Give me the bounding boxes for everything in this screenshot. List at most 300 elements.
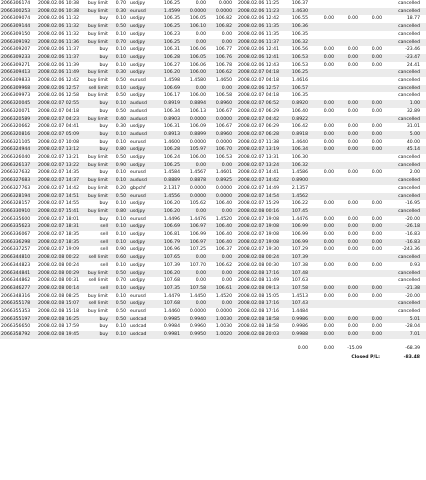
cell-stop-loss: 0.0000: [189, 193, 206, 199]
cell-open-time: 2008.02.07 14:37: [38, 178, 80, 184]
cell-take-profit: 0.00: [221, 208, 232, 214]
cell-open-price: 106.34: [163, 108, 180, 114]
cell-open-time: 2008.02.06 11:39: [38, 62, 80, 68]
cell-open-price: 1.4600: [163, 139, 180, 145]
cell-close-time: 2008.02.07 06:29: [238, 124, 280, 130]
cell-close-price: 1.4484: [291, 309, 308, 314]
cell-size: 0.70: [115, 278, 126, 284]
cell-ticket: 2066309150: [1, 31, 31, 37]
cell-size: 0.10: [115, 224, 126, 230]
trade-row: [0, 293, 426, 301]
cell-close-time: 2008.02.08 15:05: [238, 293, 280, 299]
cell-taxes: 0.00: [347, 324, 358, 330]
trade-row: [0, 54, 426, 62]
cell-open-price: 106.35: [163, 16, 180, 22]
cell-commission: 0.00: [323, 139, 334, 145]
cell-open-time: 2008.02.07 15:41: [38, 208, 80, 214]
trade-row: [0, 323, 426, 331]
cell-take-profit: 0.00: [221, 162, 232, 168]
cell-open-time: 2008.02.08 00:29: [38, 270, 80, 276]
cell-close-time: 2008.02.07 19:08: [238, 232, 280, 237]
trade-row: [0, 46, 426, 54]
trade-row: [0, 223, 426, 231]
cell-open-price: 106.20: [163, 70, 180, 76]
cell-close-time: 2008.02.07 13:19: [238, 147, 280, 153]
cell-size: 0.10: [115, 47, 126, 53]
cell-swap: 0.00: [371, 239, 382, 245]
cell-open-time: 2008.02.07 13:21: [38, 155, 80, 160]
cell-take-profit: 0.00: [221, 31, 232, 37]
cell-close-price: 106.40: [291, 108, 308, 114]
cell-take-profit: 106.77: [215, 47, 232, 53]
trade-row: [0, 154, 426, 162]
cell-item: usdjpy: [130, 24, 146, 30]
cell-item: audusd: [130, 108, 147, 114]
trade-row: [0, 108, 426, 116]
cell-profit: cancelled: [398, 78, 420, 83]
cell-size: 0.10: [115, 293, 126, 299]
cell-commission: 0.00: [323, 124, 334, 130]
cell-profit: cancelled: [398, 39, 420, 45]
cell-profit: 32.89: [406, 108, 420, 114]
cell-swap: 0.00: [371, 285, 382, 291]
cell-item: audusd: [130, 131, 147, 137]
trade-row: [0, 15, 426, 23]
cell-close-price: 106.22: [291, 201, 308, 207]
cell-stop-loss: 0.9950: [189, 332, 206, 338]
trade-row: [0, 146, 426, 154]
cell-swap: 0.00: [371, 124, 382, 130]
cell-item: usdjpy: [130, 232, 146, 237]
cell-ticket: 2066300253: [1, 8, 31, 14]
cell-open-price: 0.9985: [163, 316, 180, 322]
cell-item: usdjpy: [130, 54, 146, 60]
cell-commission: 0.00: [323, 232, 334, 237]
cell-stop-loss: 107.25: [189, 247, 206, 253]
cell-open-time: 2008.02.07 18:31: [38, 224, 80, 230]
cell-item: usdjpy: [130, 85, 146, 91]
cell-close-time: 2008.02.07 04:42: [238, 116, 280, 122]
cell-ticket: 2066320662: [1, 124, 31, 130]
cell-ticket: 2066309192: [1, 39, 31, 45]
cell-swap: 0.00: [371, 293, 382, 299]
cell-stop-loss: 106.00: [189, 93, 206, 99]
cell-size: 0.10: [115, 285, 126, 291]
closed-pl-value: -83.48: [403, 355, 420, 360]
cell-close-time: 2008.02.08 09:13: [238, 285, 280, 291]
cell-stop-loss: 106.06: [189, 47, 206, 53]
cell-type: sell: [100, 247, 108, 253]
trade-row: [0, 31, 426, 39]
cell-ticket: 2066327763: [1, 185, 31, 191]
cell-stop-loss: 0.9940: [189, 316, 206, 322]
cell-close-price: 106.35: [291, 31, 308, 37]
cell-open-price: 1.4598: [163, 78, 180, 83]
cell-take-profit: 106.70: [215, 147, 232, 153]
cell-open-time: 2008.02.06 11:36: [38, 39, 80, 45]
cell-close-price: 1.4476: [291, 216, 308, 222]
cell-taxes: 0.00: [347, 108, 358, 114]
cell-profit: cancelled: [398, 193, 420, 199]
trade-row: [0, 100, 426, 108]
cell-ticket: 2066309413: [1, 70, 31, 76]
cell-open-time: 2008.02.06 12:42: [38, 78, 80, 83]
cell-stop-loss: 0.00: [195, 208, 206, 214]
trade-row: [0, 169, 426, 177]
cell-size: 0.50: [115, 78, 126, 83]
cell-close-price: 106.99: [291, 239, 308, 245]
trade-row: [0, 77, 426, 85]
cell-stop-loss: 106.06: [189, 62, 206, 68]
cell-taxes: 0.00: [347, 285, 358, 291]
cell-size: 0.40: [115, 116, 126, 122]
cell-take-profit: 0.8960: [215, 101, 232, 107]
cell-open-price: 106.79: [163, 239, 180, 245]
cell-ticket: 2066355178: [1, 301, 31, 307]
cell-take-profit: 106.67: [215, 124, 232, 130]
cell-close-time: 2008.02.08 18:58: [238, 316, 280, 322]
cell-ticket: 2066348316: [1, 293, 31, 299]
cell-commission: 0.00: [323, 16, 334, 22]
cell-size: 0.30: [115, 124, 126, 130]
cell-item: usdjpy: [130, 124, 146, 130]
cell-close-time: 2008.02.06 12:57: [238, 85, 280, 91]
cell-profit: 0.93: [409, 262, 420, 268]
cell-stop-loss: 0.0000: [189, 185, 206, 191]
cell-profit: -16.95: [405, 201, 420, 207]
cell-stop-loss: 0.0000: [189, 309, 206, 314]
cell-size: 0.70: [115, 1, 126, 6]
cell-take-profit: 106.82: [215, 16, 232, 22]
cell-ticket: 2066344823: [1, 262, 31, 268]
cell-stop-loss: 107.58: [189, 285, 206, 291]
cell-commission: 0.00: [323, 147, 334, 153]
cell-open-price: 106.28: [163, 147, 180, 153]
cell-close-price: 106.56: [291, 47, 308, 53]
cell-take-profit: 0.0000: [215, 8, 232, 14]
cell-profit: -28.04: [405, 324, 420, 330]
cell-open-time: 2008.02.07 04:23: [38, 116, 80, 122]
cell-stop-loss: 106.00: [189, 155, 206, 160]
cell-open-price: 0.9984: [163, 324, 180, 330]
cell-taxes: 0.00: [347, 247, 358, 253]
cell-size: 0.10: [115, 332, 126, 338]
cell-stop-loss: 106.05: [189, 54, 206, 60]
cell-taxes: 0.00: [347, 232, 358, 237]
cell-size: 0.90: [115, 247, 126, 253]
cell-close-price: 106.36: [291, 24, 308, 30]
cell-open-time: 2008.02.07 04:41: [38, 124, 80, 130]
cell-stop-loss: 105.97: [189, 147, 206, 153]
cell-type: buy limit: [87, 70, 108, 76]
cell-take-profit: 1.0030: [215, 316, 232, 322]
cell-ticket: 2066326040: [1, 155, 31, 160]
cell-close-time: 2008.02.07 19:30: [238, 247, 280, 253]
cell-close-price: 107.48: [291, 270, 308, 276]
cell-close-time: 2008.02.06 12:41: [238, 54, 280, 60]
cell-take-profit: 106.61: [215, 285, 232, 291]
cell-close-time: 2008.02.07 04:18: [238, 93, 280, 99]
cell-size: 0.10: [115, 62, 126, 68]
cell-size: 0.10: [115, 139, 126, 145]
cell-take-profit: 1.4650: [215, 78, 232, 83]
cell-open-time: 2008.02.07 18:35: [38, 232, 80, 237]
cell-taxes: 0.00: [347, 216, 358, 222]
trade-row: [0, 216, 426, 224]
cell-item: usdcad: [130, 324, 147, 330]
cell-open-price: 0.8889: [163, 178, 180, 184]
trade-row: [0, 316, 426, 324]
cell-commission: 0.00: [323, 62, 334, 68]
cell-item: usdjpy: [130, 208, 146, 214]
cell-ticket: 2066326137: [1, 162, 31, 168]
cell-close-price: 0.9986: [291, 324, 308, 330]
cell-open-time: 2008.02.08 00:14: [38, 285, 80, 291]
cell-commission: 0.00: [323, 108, 334, 114]
cell-open-time: 2008.02.07 19:09: [38, 247, 80, 253]
cell-close-price: 106.53: [291, 54, 308, 60]
cell-open-price: 0.9981: [163, 332, 180, 338]
cell-item: usdjpy: [130, 147, 146, 153]
cell-profit: cancelled: [398, 8, 420, 14]
cell-taxes: 0.00: [347, 47, 358, 53]
cell-item: audusd: [130, 116, 147, 122]
cell-take-profit: 106.76: [215, 54, 232, 60]
cell-stop-loss: 107.70: [189, 262, 206, 268]
cell-close-time: 2008.02.08 00:30: [238, 262, 280, 268]
cell-close-price: 106.53: [291, 62, 308, 68]
cell-open-time: 2008.02.08 15:18: [38, 309, 80, 314]
cell-ticket: 2066355197: [1, 316, 31, 322]
cell-size: 0.80: [115, 147, 126, 153]
cell-open-time: 2008.02.07 14:55: [38, 201, 80, 207]
cell-close-time: 2008.02.06 11:37: [238, 39, 280, 45]
cell-open-price: 106.20: [163, 208, 180, 214]
cell-size: 0.10: [115, 324, 126, 330]
cell-item: usdcad: [130, 316, 147, 322]
cell-close-price: 1.4513: [291, 293, 308, 299]
cell-type: buy limit: [87, 78, 108, 83]
trade-row: [0, 123, 426, 131]
cell-close-time: 2008.02.06 11:23: [238, 8, 280, 14]
cell-type: buy limit: [87, 8, 108, 14]
cell-size: 0.50: [115, 316, 126, 322]
cell-item: usdjpy: [130, 239, 146, 245]
cell-profit: cancelled: [398, 309, 420, 314]
cell-ticket: 2066337257: [1, 247, 31, 253]
cell-ticket: 2066358792: [1, 332, 31, 338]
cell-open-time: 2008.02.07 18:01: [38, 216, 80, 222]
cell-open-time: 2008.02.08 00:31: [38, 278, 80, 284]
cell-close-price: 0.9986: [291, 316, 308, 322]
cell-close-price: 2.1357: [291, 185, 308, 191]
cell-size: 0.10: [115, 131, 126, 137]
cell-take-profit: 0.00: [221, 39, 232, 45]
cell-ticket: 2066309233: [1, 54, 31, 60]
cell-type: buy: [99, 324, 108, 330]
cell-profit: -26.18: [405, 224, 420, 230]
cell-open-time: 2008.02.07 04:18: [38, 108, 80, 114]
cell-stop-loss: 1.4580: [189, 78, 206, 83]
cell-size: 0.70: [115, 39, 126, 45]
trade-row: [0, 69, 426, 77]
cell-ticket: 2066335600: [1, 216, 31, 222]
cell-swap: 0.00: [371, 247, 382, 253]
cell-close-price: 0.8918: [291, 131, 308, 137]
trade-row: [0, 8, 426, 16]
cell-swap: 0.00: [371, 324, 382, 330]
cell-swap: 0.00: [371, 101, 382, 107]
cell-item: usdjpy: [130, 201, 146, 207]
cell-type: buy: [99, 101, 108, 107]
cell-type: buy: [99, 170, 108, 176]
cell-size: 0.60: [115, 255, 126, 261]
cell-ticket: 2066309968: [1, 85, 31, 91]
cell-swap: 0.00: [371, 62, 382, 68]
cell-close-price: 0.8900: [291, 178, 308, 184]
cell-type: buy limit: [87, 162, 108, 168]
cell-taxes: 0.00: [347, 62, 358, 68]
trade-row: [0, 254, 426, 262]
cell-open-time: 2008.02.08 19:45: [38, 332, 80, 338]
cell-type: buy limit: [87, 270, 108, 276]
cell-take-profit: 106.82: [215, 24, 232, 30]
cell-close-price: 106.30: [291, 155, 308, 160]
cell-type: buy limit: [87, 293, 108, 299]
cell-size: 0.50: [115, 270, 126, 276]
cell-taxes: 0.00: [347, 316, 358, 322]
cell-close-time: 2008.02.06 12:41: [238, 47, 280, 53]
cell-close-price: 106.37: [291, 1, 308, 6]
cell-item: usdjpy: [130, 62, 146, 68]
closed-pl-row: [0, 354, 426, 362]
cell-type: buy: [99, 54, 108, 60]
cell-stop-loss: 1.4476: [189, 216, 206, 222]
cell-close-price: 1.4630: [291, 8, 308, 14]
cell-item: usdjpy: [130, 1, 146, 6]
cell-size: 0.50: [115, 309, 126, 314]
cell-size: 0.80: [115, 208, 126, 214]
cell-profit: cancelled: [398, 155, 420, 160]
cell-stop-loss: 0.00: [195, 39, 206, 45]
cell-take-profit: 106.40: [215, 239, 232, 245]
cell-profit: 24.41: [406, 62, 420, 68]
cell-profit: -243.36: [402, 247, 420, 253]
cell-swap: 0.00: [371, 170, 382, 176]
cell-open-price: 1.4479: [163, 293, 180, 299]
cell-ticket: 2066309144: [1, 24, 31, 30]
cell-profit: -23.47: [405, 54, 420, 60]
cell-type: buy limit: [87, 208, 108, 214]
cell-swap: 0.00: [371, 16, 382, 22]
cell-type: buy: [99, 124, 108, 130]
cell-profit: 5.00: [409, 131, 420, 137]
cell-profit: cancelled: [398, 208, 420, 214]
cell-open-time: 2008.02.06 11:32: [38, 24, 80, 30]
trade-row: [0, 300, 426, 308]
cell-swap: 0.00: [371, 54, 382, 60]
cell-stop-loss: 0.00: [195, 85, 206, 91]
cell-size: 0.20: [115, 185, 126, 191]
cell-open-time: 2008.02.07 13:12: [38, 147, 80, 153]
cell-stop-loss: 1.4567: [189, 170, 206, 176]
cell-profit: cancelled: [398, 270, 420, 276]
cell-stop-loss: 0.00: [195, 31, 206, 37]
cell-close-time: 2008.02.07 15:29: [238, 201, 280, 207]
cell-type: buy limit: [87, 193, 108, 199]
cell-profit: -20.00: [405, 293, 420, 299]
cell-type: buy limit: [87, 185, 108, 191]
cell-open-time: 2008.02.07 02:55: [38, 101, 80, 107]
cell-open-price: 0.8919: [163, 101, 180, 107]
cell-stop-loss: 106.97: [189, 239, 206, 245]
cell-close-time: 2008.02.07 14:42: [238, 178, 280, 184]
cell-ticket: 2066306174: [1, 1, 31, 6]
cell-taxes: 0.00: [347, 16, 358, 22]
cell-close-price: 107.45: [291, 208, 308, 214]
trade-row: [0, 62, 426, 70]
cell-open-time: 2008.02.07 18:35: [38, 239, 80, 245]
cell-item: usdjpy: [130, 278, 146, 284]
cell-open-price: 1.4460: [163, 309, 180, 314]
cell-size: 0.10: [115, 201, 126, 207]
cell-commission: 0.00: [323, 247, 334, 253]
cell-take-profit: 106.40: [215, 232, 232, 237]
cell-open-price: 107.35: [163, 285, 180, 291]
cell-swap: 0.00: [371, 332, 382, 338]
cell-size: 0.10: [115, 232, 126, 237]
cell-open-time: 2008.02.07 05:09: [38, 131, 80, 137]
cell-profit: cancelled: [398, 24, 420, 30]
cell-open-price: 107.68: [163, 278, 180, 284]
trade-row: [0, 270, 426, 278]
cell-size: 0.50: [115, 301, 126, 307]
trade-row: [0, 39, 426, 47]
cell-open-time: 2008.02.06 11:37: [38, 47, 80, 53]
cell-type: buy: [99, 216, 108, 222]
cell-take-profit: 106.62: [215, 70, 232, 76]
cell-item: usdjpy: [130, 31, 146, 37]
cell-ticket: 2066330910: [1, 208, 31, 214]
cell-item: gbpchf: [130, 185, 146, 191]
cell-item: usdjpy: [130, 155, 146, 160]
cell-close-time: 2008.02.07 04:18: [238, 78, 280, 83]
cell-ticket: 2066344841: [1, 270, 31, 276]
cell-open-time: 2008.02.07 14:35: [38, 170, 80, 176]
cell-item: usdjpy: [130, 224, 146, 230]
cell-type: sell limit: [88, 85, 108, 91]
cell-type: sell limit: [88, 255, 108, 261]
trade-row: [0, 308, 426, 316]
cell-item: usdjpy: [130, 162, 146, 168]
cell-profit: cancelled: [398, 255, 420, 261]
cell-stop-loss: 0.00: [195, 162, 206, 168]
cell-type: buy: [99, 16, 108, 22]
trade-row: [0, 200, 426, 208]
cell-close-price: 106.99: [291, 224, 308, 230]
cell-profit: cancelled: [398, 1, 420, 6]
trade-row: [0, 277, 426, 285]
cell-commission: 0.00: [323, 170, 334, 176]
cell-swap: 0.00: [371, 139, 382, 145]
cell-type: sell limit: [88, 278, 108, 284]
cell-open-price: 106.25: [163, 39, 180, 45]
cell-stop-loss: 106.13: [189, 108, 206, 114]
cell-stop-loss: 0.0000: [189, 8, 206, 14]
cell-close-time: 2008.02.08 17:16: [238, 270, 280, 276]
cell-take-profit: 1.4520: [215, 293, 232, 299]
cell-open-time: 2008.02.06 12:58: [38, 93, 80, 99]
